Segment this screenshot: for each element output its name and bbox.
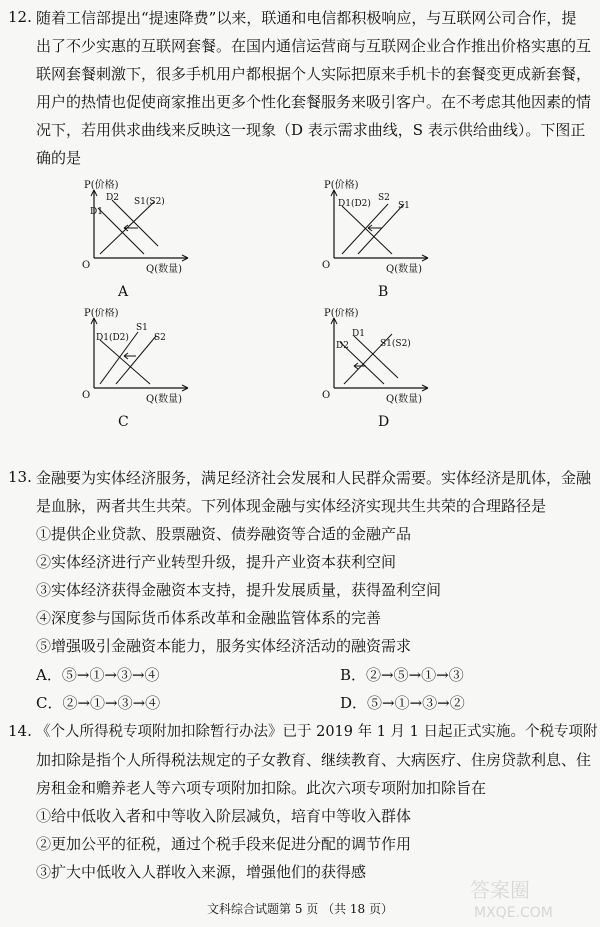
q12-number: 12. [8, 8, 32, 26]
graph-d-caption: D [378, 414, 390, 430]
q13-line: 是血脉，两者共生共荣。下列体现金融与实体经济实现共生共荣的合理路径是 [36, 497, 547, 515]
graph-d-origin: O [322, 390, 331, 401]
graph-d-label: S1(S2) [380, 339, 411, 349]
graph-d [318, 308, 458, 412]
q13-option-d[interactable]: D．⑤→①→③→② [340, 694, 465, 712]
q13-number: 13. [8, 468, 32, 486]
q12-line: 用户的热情也促使商家推出更多个性化套餐服务来吸引客户。在不考虑其他因素的情 [36, 93, 592, 111]
q13-item: ⑤增强吸引金融资本能力，服务实体经济活动的融资需求 [36, 637, 412, 655]
q12-line: 确的是 [36, 149, 82, 167]
graph-b-y-axis: P(价格) [324, 180, 359, 191]
q13-item: ②实体经济进行产业转型升级，提升产业资本获利空间 [36, 553, 397, 571]
watermark-logo [464, 873, 594, 923]
graph-a-x-axis: Q(数量) [146, 264, 183, 275]
graph-b-origin: O [322, 260, 331, 271]
q14-item: ②更加公平的征税，通过个税手段来促进分配的调节作用 [36, 835, 412, 853]
graph-b-label: D1(D2) [338, 199, 371, 209]
q12-line: 况下，若用供求曲线来反映这一现象（D 表示需求曲线，S 表示供给曲线）。下图正 [36, 121, 586, 139]
q13-option-b[interactable]: B．②→⑤→①→③ [340, 666, 464, 684]
q14-number: 14. [8, 722, 32, 740]
graph-a-label: D2 [106, 193, 119, 203]
graph-b [318, 178, 458, 282]
q13-line: 金融要为实体经济服务，满足经济社会发展和人民群众需要。实体经济是肌体，金融 [36, 469, 592, 487]
graph-c-x-axis: Q(数量) [146, 394, 183, 405]
graph-d-label: D2 [336, 341, 349, 351]
q13-item: ④深度参与国际货币体系改革和金融监管体系的完善 [36, 609, 382, 627]
page-footer: 文科综合试题第 5 页 （共 18 页） [207, 902, 393, 916]
q13-option-a[interactable]: A．⑤→①→③→④ [36, 666, 160, 684]
q13-item: ③实体经济获得金融资本支持，提升发展质量，获得盈利空间 [36, 581, 442, 599]
q13-item: ①提供企业贷款、股票融资、债券融资等合适的金融产品 [36, 525, 412, 543]
graph-a-origin: O [82, 260, 91, 271]
graph-a-caption: A [118, 284, 129, 300]
q14-line: 《个人所得税专项附加扣除暂行办法》已于 2019 年 1 月 1 日起正式实施。个税专项附 [36, 724, 598, 740]
q13-option-c[interactable]: C．②→①→③→④ [36, 694, 161, 712]
graph-d-y-axis: P(价格) [324, 308, 359, 319]
q14-item: ①给中低收入者和中等收入阶层减负，培育中等收入群体 [36, 807, 412, 825]
q12-line: 出了不少实惠的互联网套餐。在国内通信运营商与互联网企业合作推出价格实惠的互 [36, 37, 592, 55]
graph-a-y-axis: P(价格) [84, 180, 119, 191]
graph-c-origin: O [82, 390, 91, 401]
q12-line: 随着工信部提出“提速降费”以来，联通和电信都积极响应，与互联网公司合作，提 [36, 9, 577, 27]
graph-b-caption: B [378, 284, 389, 300]
q14-item: ③扩大中低收入人群收入来源，增强他们的获得感 [36, 863, 367, 881]
graph-b-label: S1 [398, 201, 410, 211]
graph-c-label: S2 [154, 333, 166, 343]
watermark-url: MXQE.COM [474, 905, 553, 921]
graph-b-x-axis: Q(数量) [386, 264, 423, 275]
graph-c-label: S1 [136, 323, 148, 333]
graph-a-label: S1(S2) [134, 197, 165, 207]
q14-line: 加扣除是指个人所得税法规定的子女教育、继续教育、大病医疗、住房贷款利息、住 [36, 751, 592, 769]
graph-c-label: D1(D2) [96, 333, 129, 343]
graph-a [78, 178, 218, 282]
graph-b-label: S2 [378, 193, 390, 203]
graph-a-label: D1 [90, 207, 103, 217]
q14-line: 房租金和赡养老人等六项专项附加扣除。此次六项专项附加扣除旨在 [36, 779, 487, 797]
graph-c-y-axis: P(价格) [84, 308, 119, 319]
graph-d-label: D1 [352, 329, 365, 339]
graph-c-caption: C [118, 414, 129, 430]
watermark-text: 答案圈 [470, 878, 530, 902]
graph-d-x-axis: Q(数量) [386, 394, 423, 405]
graph-c [78, 308, 228, 412]
q12-line: 联网套餐刺激下，很多手机用户都根据个人实际把原来手机卡的套餐变更成新套餐， [36, 65, 592, 83]
